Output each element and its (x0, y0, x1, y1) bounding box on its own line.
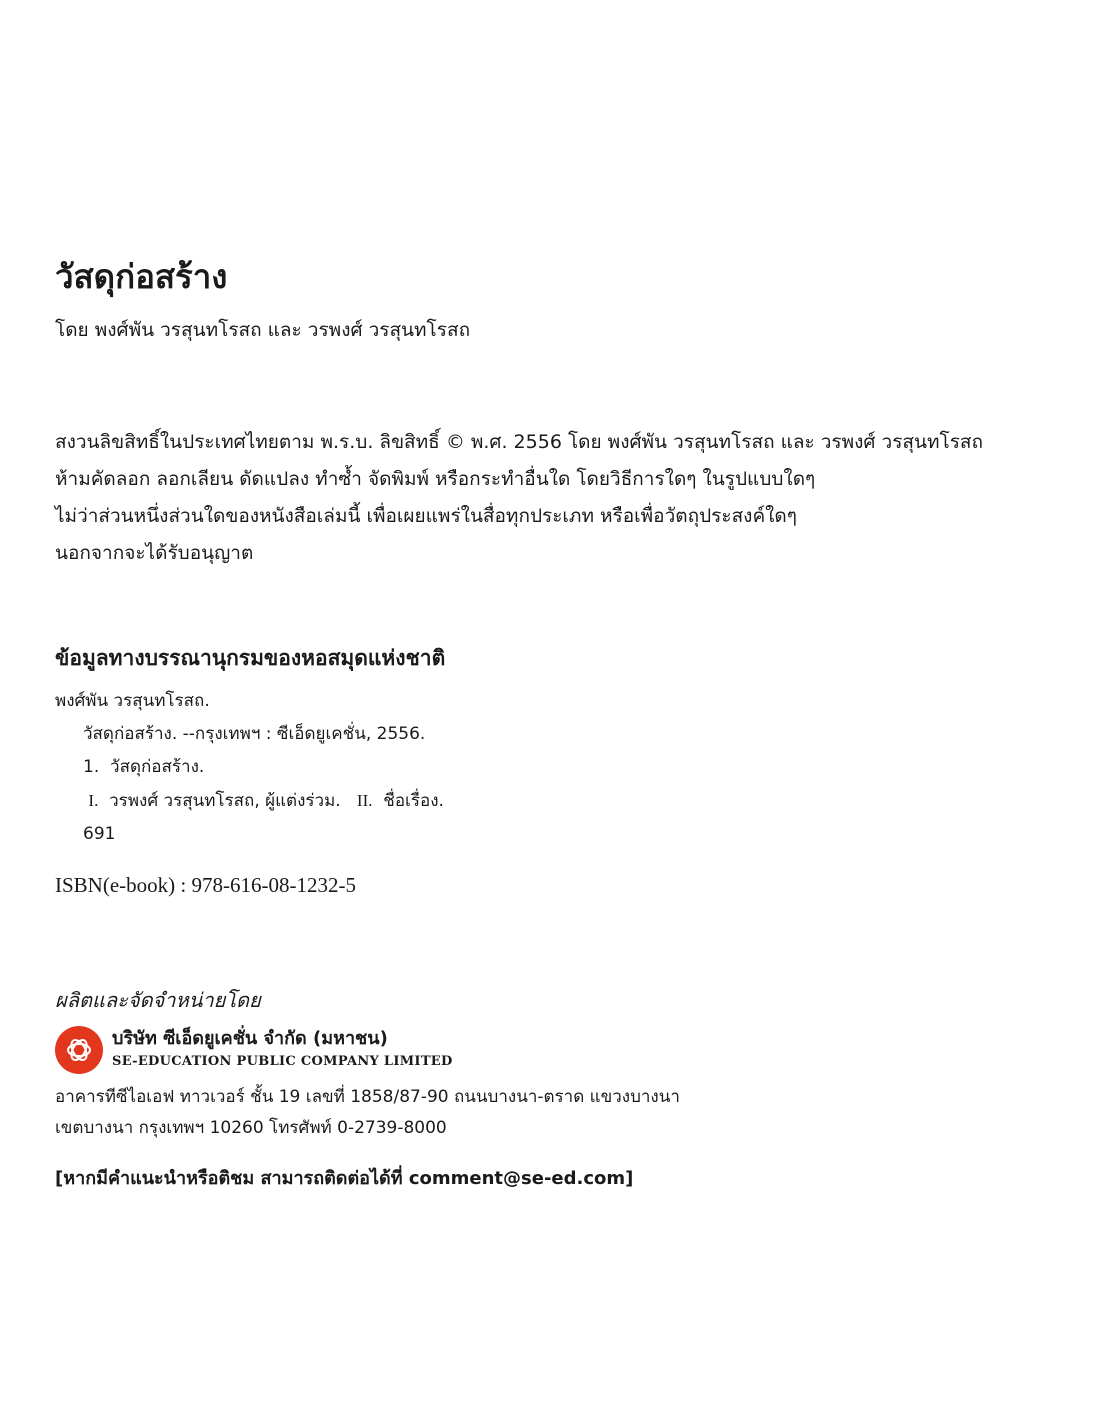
publisher-name-english: SE-EDUCATION PUBLIC COMPANY LIMITED (112, 1054, 453, 1069)
copyright-line: ไม่ว่าส่วนหนึ่งส่วนใดของหนังสือเล่มนี้ เพื่อเผยแพร่ในสื่อทุกประเภท หรือเพื่อวัตถุประสงค์ใดๆ (55, 505, 797, 527)
isbn: ISBN(e-book) : 978-616-08-1232-5 (55, 873, 356, 897)
cip-added-2: ชื่อเรื่อง. (383, 791, 444, 811)
cip-heading: ข้อมูลทางบรรณานุกรมของหอสมุดแห่งชาติ (55, 645, 446, 670)
cip-title-line: วัสดุก่อสร้าง. --กรุงเทพฯ : ซีเอ็ดยูเคชั่น, 2556. (83, 724, 426, 744)
address-line-2: เขตบางนา กรุงเทพฯ 10260 โทรศัพท์ 0-2739-8000 (55, 1118, 447, 1138)
publisher-address (55, 1082, 680, 1144)
cip-subject: วัสดุก่อสร้าง. (110, 757, 205, 777)
cip-added-1-number: I. (88, 791, 99, 810)
copyright-line: ห้ามคัดลอก ลอกเลียน ดัดแปลง ทำซ้ำ จัดพิมพ์ หรือกระทำอื่นใด โดยวิธีการใดๆ ในรูปแบบใดๆ (55, 468, 816, 490)
cip-added-entries (55, 784, 444, 818)
cip-added-1: วรพงศ์ วรสุนทโรสถ, ผู้แต่งร่วม. (109, 791, 341, 811)
cip-class-number: 691 (83, 824, 116, 844)
cip-subject-line (55, 751, 444, 784)
copyright-line: นอกจากจะได้รับอนุญาต (55, 542, 254, 564)
cip-record (55, 685, 444, 851)
publisher-logo (55, 1026, 103, 1074)
comment-contact: [หากมีคำแนะนำหรือติชม สามารถติดต่อได้ที่ comment@se-ed.com] (55, 1168, 634, 1189)
book-authors: โดย พงศ์พัน วรสุนทโรสถ และ วรพงศ์ วรสุนทโรสถ (55, 319, 471, 341)
publisher-logo-icon (55, 1026, 103, 1074)
cip-added-2-number: II. (356, 791, 373, 810)
publisher-name-thai: บริษัท ซีเอ็ดยูเคชั่น จำกัด (มหาชน) (112, 1028, 388, 1049)
cip-subject-number: 1. (83, 757, 100, 777)
cip-author: พงศ์พัน วรสุนทโรสถ. (55, 691, 210, 711)
book-title: วัสดุก่อสร้าง (55, 257, 228, 296)
copyright-notice (55, 424, 983, 572)
copyright-line: สงวนลิขสิทธิ์ในประเทศไทยตาม พ.ร.บ. ลิขสิทธิ์ © พ.ศ. 2556 โดย พงศ์พัน วรสุนทโรสถ และ วรพงศ์ วรสุนทโรสถ (55, 431, 984, 453)
address-line-1: อาคารทีซีไอเอฟ ทาวเวอร์ ชั้น 19 เลขที่ 1858/87-90 ถนนบางนา-ตราด แขวงบางนา (55, 1087, 680, 1107)
produced-by-label: ผลิตและจัดจำหน่ายโดย (55, 988, 261, 1012)
